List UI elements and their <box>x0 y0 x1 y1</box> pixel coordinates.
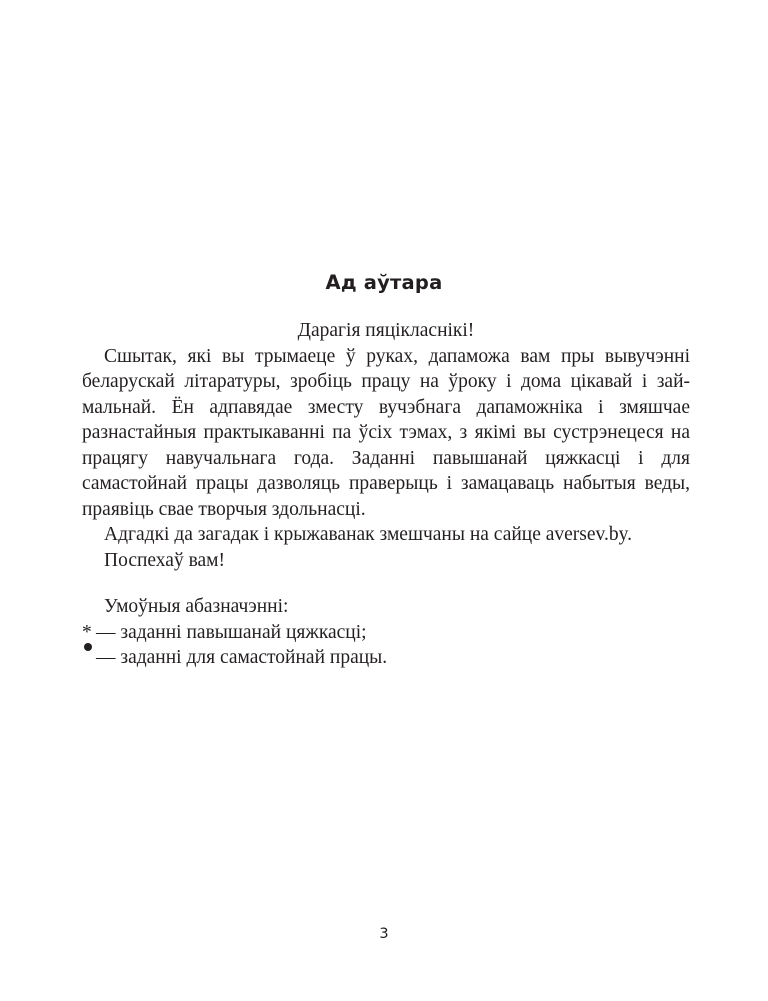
page-number: 3 <box>379 926 389 942</box>
legend-item-difficult <box>82 620 690 646</box>
intro-text <box>82 318 690 573</box>
legend-title: Умоўныя абазначэнні: <box>104 596 289 617</box>
legend-item-label: — заданні для самастойнай працы. <box>96 647 388 668</box>
paragraph-main: Сшытак, які вы трымаеце ў руках, дапаможа вам пры вывучэнні беларускай літаратуры, зробіць працу на ўроку і дома цікавай і займальнай. Ён адпавядае зместу вучэбнага дапаможніка і змяшчае разнастайныя практыкаванні па ўсіх тэмах, з якімі вы сустрэнецеся на працягу навучальнага года. Заданні павышанай цяжкасці і для самастойнай працы дазволяць праверыць і замацаваць набытыя веды, праявіць свае творчыя здольнасці. <box>82 345 690 520</box>
legend-block <box>82 594 690 671</box>
bullet-dot-icon <box>82 649 96 663</box>
paragraph-wishes: Поспехаў вам! <box>104 549 226 571</box>
legend-item-independent <box>82 645 690 671</box>
page-title: Ад аўтара <box>325 271 443 294</box>
greeting-line: Дарагія пяцікласнікі! <box>297 320 475 341</box>
legend-item-label: — заданні павышанай цяжкасці; <box>96 621 367 643</box>
paragraph-answers: Адгадкі да загадак і крыжаванак змешчаны на сайце aversev.by. <box>104 524 633 545</box>
asterisk-icon: * <box>82 621 92 643</box>
